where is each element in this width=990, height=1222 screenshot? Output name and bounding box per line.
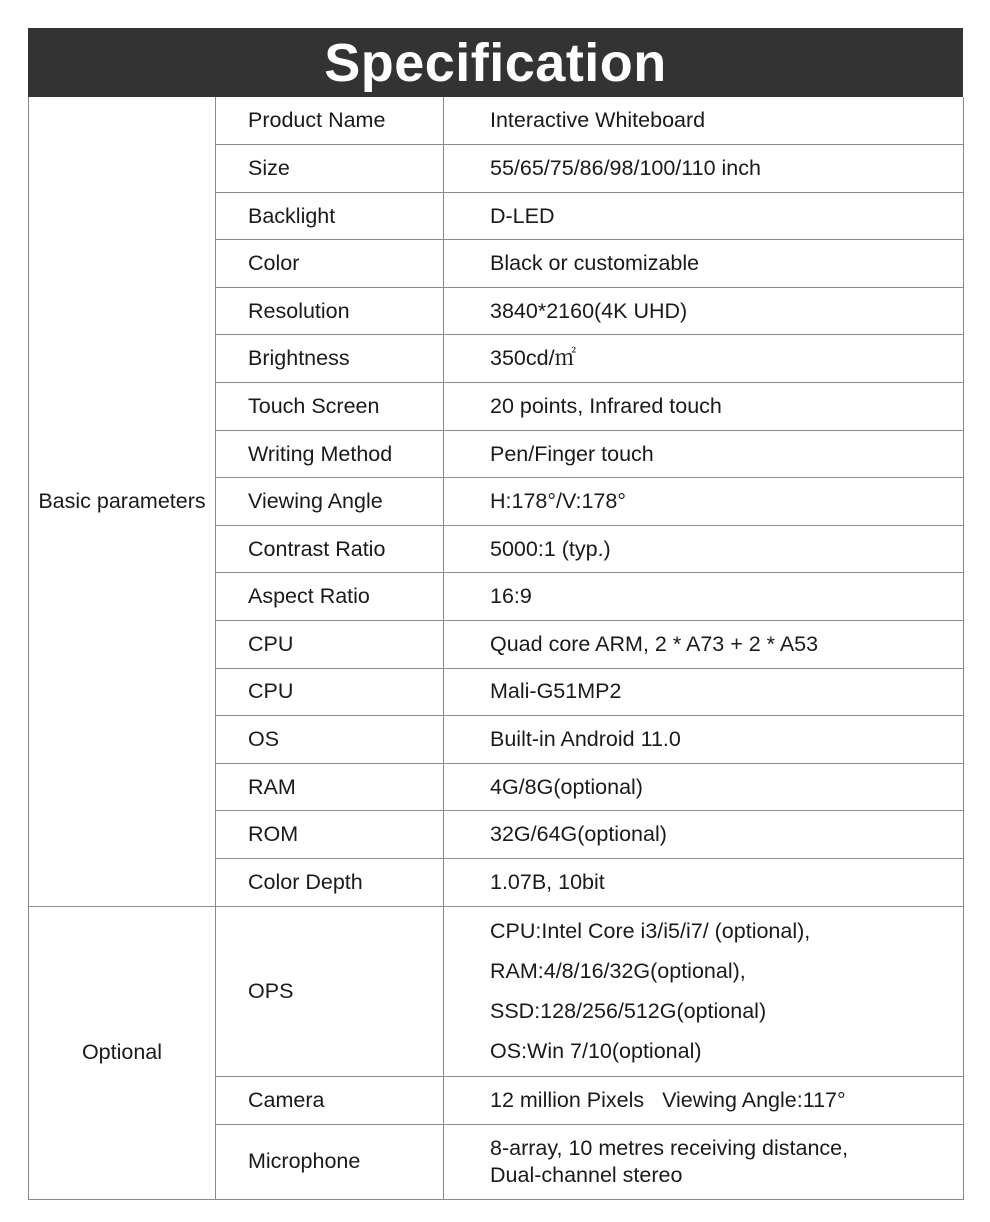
param-label: Aspect Ratio [216, 573, 444, 621]
param-label: Microphone [216, 1124, 444, 1199]
param-label: OS [216, 716, 444, 764]
param-value-microphone [444, 1124, 964, 1199]
param-value: H:178°/V:178° [444, 478, 964, 526]
param-value: Quad core ARM, 2 * A73 + 2 * A53 [444, 621, 964, 669]
param-label: OPS [216, 906, 444, 1076]
param-value: Interactive Whiteboard [444, 97, 964, 145]
microphone-line: 8-array, 10 metres receiving distance, [490, 1135, 849, 1160]
param-label: CPU [216, 668, 444, 716]
param-value: 350cd/㎡ [444, 335, 964, 383]
table-row [29, 97, 964, 145]
ops-line: SSD:128/256/512G(optional) [490, 999, 767, 1024]
param-value: 3840*2160(4K UHD) [444, 287, 964, 335]
param-label: Resolution [216, 287, 444, 335]
param-value: 5000:1 (typ.) [444, 525, 964, 573]
param-label: Color Depth [216, 859, 444, 907]
param-label: Camera [216, 1076, 444, 1124]
spec-sheet [28, 28, 963, 1200]
param-value: 55/65/75/86/98/100/110 inch [444, 145, 964, 193]
param-value [444, 1076, 964, 1124]
param-value: D-LED [444, 192, 964, 240]
table-row [29, 906, 964, 1076]
camera-value: 12 million Pixels Viewing Angle:117° [490, 1087, 846, 1112]
param-value: 16:9 [444, 573, 964, 621]
param-value: Pen/Finger touch [444, 430, 964, 478]
group-label-optional: Optional [29, 906, 216, 1199]
param-value: 1.07B, 10bit [444, 859, 964, 907]
param-label: Color [216, 240, 444, 288]
ops-line: RAM:4/8/16/32G(optional), [490, 959, 746, 984]
param-value-ops [444, 906, 964, 1076]
param-label: Writing Method [216, 430, 444, 478]
param-label: Viewing Angle [216, 478, 444, 526]
param-value: 20 points, Infrared touch [444, 383, 964, 431]
group-label-basic: Basic parameters [29, 97, 216, 906]
param-label: Contrast Ratio [216, 525, 444, 573]
ops-line: CPU:Intel Core i3/i5/i7/ (optional), [490, 919, 811, 944]
param-label: Touch Screen [216, 383, 444, 431]
page-title: Specification [28, 28, 963, 97]
param-label: Backlight [216, 192, 444, 240]
spec-table [28, 97, 964, 1200]
param-label: Product Name [216, 97, 444, 145]
ops-line: OS:Win 7/10(optional) [490, 1039, 702, 1064]
param-value: Mali-G51MP2 [444, 668, 964, 716]
param-label: Size [216, 145, 444, 193]
param-label: CPU [216, 621, 444, 669]
param-value: 32G/64G(optional) [444, 811, 964, 859]
microphone-line: Dual-channel stereo [490, 1162, 683, 1187]
param-value: Black or customizable [444, 240, 964, 288]
param-label: RAM [216, 763, 444, 811]
param-value: Built-in Android 11.0 [444, 716, 964, 764]
param-label: Brightness [216, 335, 444, 383]
param-label: ROM [216, 811, 444, 859]
param-value: 4G/8G(optional) [444, 763, 964, 811]
